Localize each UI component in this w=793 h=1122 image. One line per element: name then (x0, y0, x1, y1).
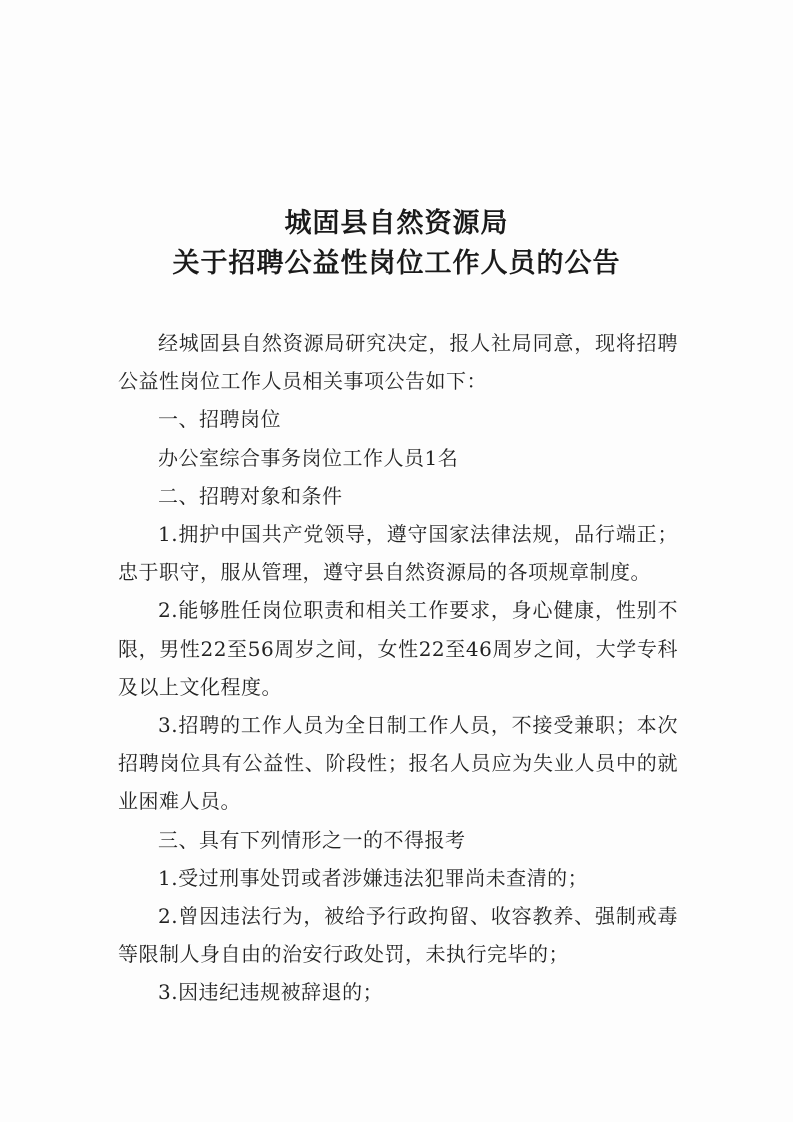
document-body (118, 324, 678, 1012)
section-heading-positions: 一、招聘岗位 (158, 407, 281, 432)
exclusion-item: 2.曾因违法行为，被给予行政拘留、收容教养、强制戒毒等限制人身自由的治安行政处罚，未执行完毕的； (118, 904, 678, 967)
section-heading-exclusions: 三、具有下列情形之一的不得报考 (158, 827, 466, 852)
document-title (0, 204, 793, 284)
section-heading-requirements: 二、招聘对象和条件 (158, 483, 343, 508)
requirement-item: 2.能够胜任岗位职责和相关工作要求，身心健康，性别不限，男性22至56周岁之间，女性22至46周岁之间，大学专科及以上文化程度。 (118, 598, 678, 699)
intro-paragraph: 经城固县自然资源局研究决定，报人社局同意，现将招聘公益性岗位工作人员相关事项公告如下： (118, 331, 678, 394)
requirement-item: 3.招聘的工作人员为全日制工作人员，不接受兼职；本次招聘岗位具有公益性、阶段性；报名人员应为失业人员中的就业困难人员。 (118, 713, 678, 814)
requirement-item: 1.拥护中国共产党领导，遵守国家法律法规，品行端正；忠于职守，服从管理，遵守县自然资源局的各项规章制度。 (118, 522, 678, 585)
position-detail: 办公室综合事务岗位工作人员1名 (158, 445, 459, 470)
title-line-2: 关于招聘公益性岗位工作人员的公告 (172, 248, 621, 279)
exclusion-item: 1.受过刑事处罚或者涉嫌违法犯罪尚未查清的； (158, 865, 589, 890)
title-line-1: 城固县自然资源局 (284, 208, 509, 239)
exclusion-item: 3.因违纪违规被辞退的； (158, 980, 384, 1005)
